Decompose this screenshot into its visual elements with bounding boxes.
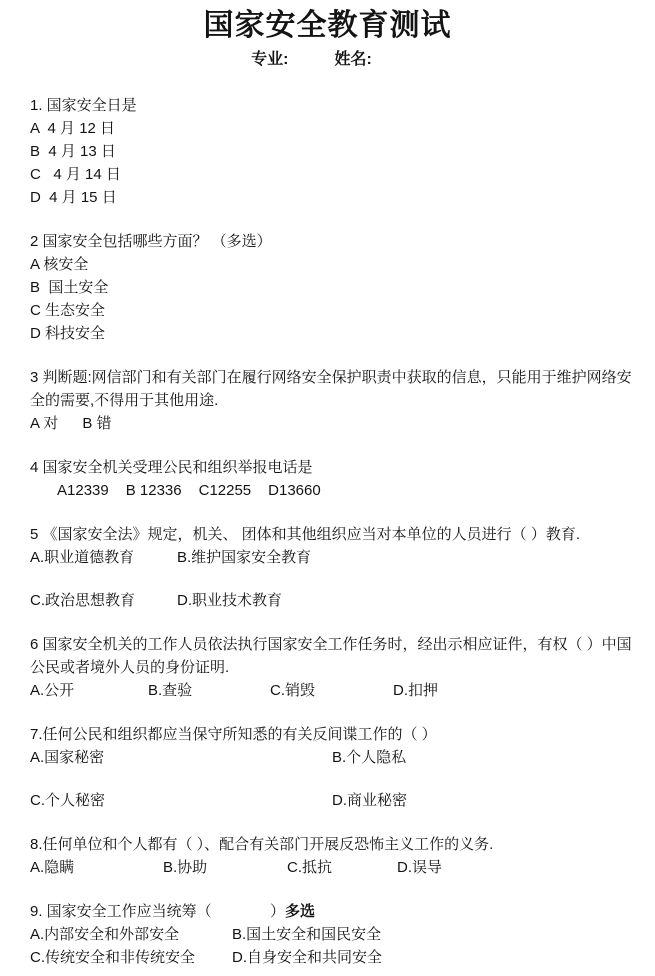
question-8-prompt: 8.任何单位和个人都有（ ）、配合有关部门开展反恐怖主义工作的义务. [30,836,494,853]
option-c: C.抵抗 [287,859,333,876]
question-3 [30,366,641,435]
option-b: B 12336 [125,482,182,499]
question-3-prompt: 3 判断题:网信部门和有关部门在履行网络安全保护职责中获取的信息，只能用于维护网络安全的需要,不得用于其他用途. [30,369,632,409]
question-4-prompt: 4 国家安全机关受理公民和组织举报电话是 [30,459,313,476]
option-d: D.自身安全和共同安全 [232,949,383,966]
question-6-prompt: 6 国家安全机关的工作人员依法执行国家安全工作任务时，经出示相应证件，有权（ ）中国公民或者境外人员的身份证明. [30,636,632,676]
question-7-prompt: 7.任何公民和组织都应当保守所知悉的有关反间谍工作的（ ） [30,726,437,743]
question-5 [30,523,641,612]
option-a: A12339 [57,482,109,499]
option-b: B 4 月 13 日 [30,143,116,160]
question-9-prompt-text: 9. 国家安全工作应当统筹（ ） [30,903,286,920]
question-5-prompt: 5 《国家安全法》规定，机关、 团体和其他组织应当对本单位的人员进行（ ）教育. [30,526,581,543]
option-d: D.扣押 [393,682,439,699]
option-c: C12255 [198,482,252,499]
option-d: D.商业秘密 [332,792,408,809]
option-b: B 错 [82,415,112,432]
question-6-options [30,679,641,702]
option-d: D.职业技术教育 [177,592,283,609]
question-2-options [30,253,641,345]
question-9 [30,900,641,969]
option-b: B.协助 [163,859,208,876]
option-b: B.国土安全和国民安全 [232,926,382,943]
page-title: 国家安全教育测试 [203,9,452,42]
option-a: A.职业道德教育 [30,549,135,566]
major-field-label: 专业: [251,51,289,68]
option-b: B.维护国家安全教育 [177,549,312,566]
question-1 [30,94,641,209]
question-5-options [30,546,641,612]
option-d: D 科技安全 [30,325,106,342]
option-c: C.销毁 [270,682,316,699]
question-4 [30,456,641,502]
question-1-options [30,117,641,209]
option-a: A 核安全 [30,256,89,273]
option-c: C.个人秘密 [30,792,106,809]
option-b: B.查验 [148,682,193,699]
option-d: D.误导 [397,859,443,876]
option-c: C.政治思想教育 [30,592,136,609]
question-6 [30,633,641,702]
question-3-options [30,412,641,435]
question-9-multi-select-tag: 多选 [285,903,316,920]
question-2 [30,230,641,345]
name-field-label: 姓名: [334,51,372,68]
question-9-options [30,923,641,969]
option-c: C.传统安全和非传统安全 [30,949,196,966]
question-2-prompt: 2 国家安全包括哪些方面？ （多选） [30,233,272,250]
question-1-prompt: 1. 国家安全日是 [30,97,137,114]
question-9-prompt [30,900,641,923]
question-8 [30,833,641,879]
option-a: A.隐瞒 [30,859,75,876]
option-a: A.国家秘密 [30,749,105,766]
option-d: D13660 [268,482,321,499]
option-a: A.公开 [30,682,75,699]
question-7-options [30,746,641,812]
option-b: B.个人隐私 [332,749,407,766]
option-c: C 4 月 14 日 [30,166,121,183]
option-a: A 对 [30,415,59,432]
option-a: A 4 月 12 日 [30,120,116,137]
question-list [0,94,655,969]
header-fields [0,49,639,71]
option-a: A.内部安全和外部安全 [30,926,180,943]
question-8-options [30,856,641,879]
question-7 [30,723,641,812]
option-b: B 国土安全 [30,279,109,296]
question-4-options [30,479,641,502]
option-d: D 4 月 15 日 [30,189,117,206]
option-c: C 生态安全 [30,302,106,319]
